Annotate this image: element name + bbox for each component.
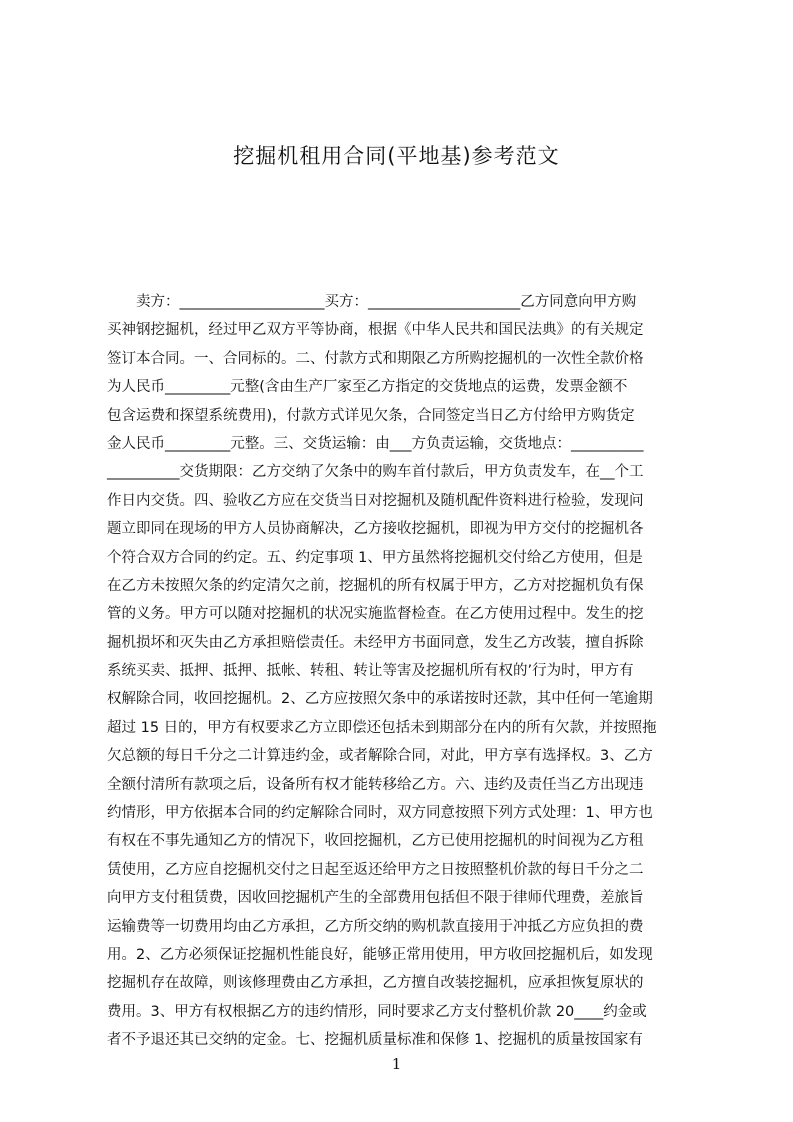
body-line: 包含运费和探望系统费用)，付款方式详见欠条，合同签定当日乙方付给甲方购货定	[107, 407, 635, 424]
body-line: 系统买卖、抵押、抵押、抵帐、转租、转让等害及挖掘机所有权的’行为时，甲方有	[107, 663, 634, 680]
body-line: 用。2、乙方必须保证挖掘机性能良好，能够正常用使用，甲方收回挖掘机后，如发现	[107, 946, 653, 963]
body-line: 买神钢挖掘机，经过甲乙双方平等协商，根据《中华人民共和国民法典》的有关规定	[107, 322, 644, 339]
body-line: __________交货期限：乙方交纳了欠条中的购车首付款后，甲方负责发车，在__个工	[107, 464, 644, 481]
body-line: 约情形，甲方依据本合同的约定解除合同时，双方同意按照下列方式处理：1、甲方也	[107, 805, 653, 822]
body-line: 权解除合同，收回挖掘机。2、乙方应按照欠条中的承诺按时还款，其中任何一笔逾期	[107, 691, 653, 708]
body-line: 向甲方支付租赁费，因收回挖掘机产生的全部费用包括但不限于律师代理费，差旅旨	[107, 890, 644, 907]
body-line: 题立即同在现场的甲方人员协商解决，乙方接收挖掘机，即视为甲方交付的挖掘机各	[107, 521, 644, 538]
body-line: 者不予退还其已交纳的定金。七、挖掘机质量标准和保修 1、挖掘机的质量按国家有	[107, 1032, 643, 1049]
document-body	[107, 288, 697, 1049]
body-line: 挖掘机存在故障，则该修理费由乙方承担，乙方擅自改装挖掘机，应承担恢复原状的	[107, 975, 644, 992]
body-line: 管的义务。甲方可以随对挖掘机的状况实施监督检查。在乙方使用过程中。发生的挖	[107, 606, 644, 623]
body-line: 掘机损坏和灭失由乙方承担赔偿责任。未经甲方书面同意，发生乙方改装，擅自拆除	[107, 634, 644, 651]
document-title: 挖掘机租用合同(平地基)参考范文	[233, 144, 560, 168]
body-line: 金人民币_________元整。三、交货运输：由___方负责运输，交货地点：__________	[107, 435, 644, 452]
body-line: 在乙方未按照欠条的约定清欠之前，挖掘机的所有权属于甲方，乙方对挖掘机负有保	[107, 577, 644, 594]
body-line: 欠总额的每日千分之二计算违约金，或者解除合同，对此，甲方享有选择权。3、乙方	[107, 748, 653, 765]
body-line: 为人民币_________元整(含由生产厂家至乙方指定的交货地点的运费，发票金额不	[107, 379, 628, 396]
body-line: 超过 15 日的，甲方有权要求乙方立即偿还包括未到期部分在内的所有欠款，并按照拖	[107, 719, 657, 736]
body-line: 全额付清所有款项之后，设备所有权才能转移给乙方。六、违约及责任当乙方出现违	[107, 776, 644, 793]
body-line: 签订本合同。一、合同标的。二、付款方式和期限乙方所购挖掘机的一次性全款价格	[107, 350, 644, 367]
body-line: 卖方：____________________买方：_____________________乙方同意向甲方购	[107, 294, 637, 310]
body-line: 运输费等一切费用均由乙方承担，乙方所交纳的购机款直接用于冲抵乙方应负担的费	[107, 918, 644, 935]
page-number: 1	[391, 1055, 402, 1073]
body-line: 赁使用，乙方应自挖掘机交付之日起至返还给甲方之日按照整机价款的每日千分之二	[107, 861, 644, 878]
body-line: 有权在不事先通知乙方的情况下，收回挖掘机，乙方已使用挖掘机的时间视为乙方租	[107, 833, 644, 850]
body-line: 作日内交货。四、验收乙方应在交货当日对挖掘机及随机配件资料进行检验，发现问	[107, 492, 644, 509]
body-line: 费用。3、甲方有权根据乙方的违约情形，同时要求乙方支付整机价款 20____约金或	[107, 1003, 647, 1020]
body-line: 个符合双方合同的约定。五、约定事项 1、甲方虽然将挖掘机交付给乙方使用，但是	[107, 549, 643, 566]
